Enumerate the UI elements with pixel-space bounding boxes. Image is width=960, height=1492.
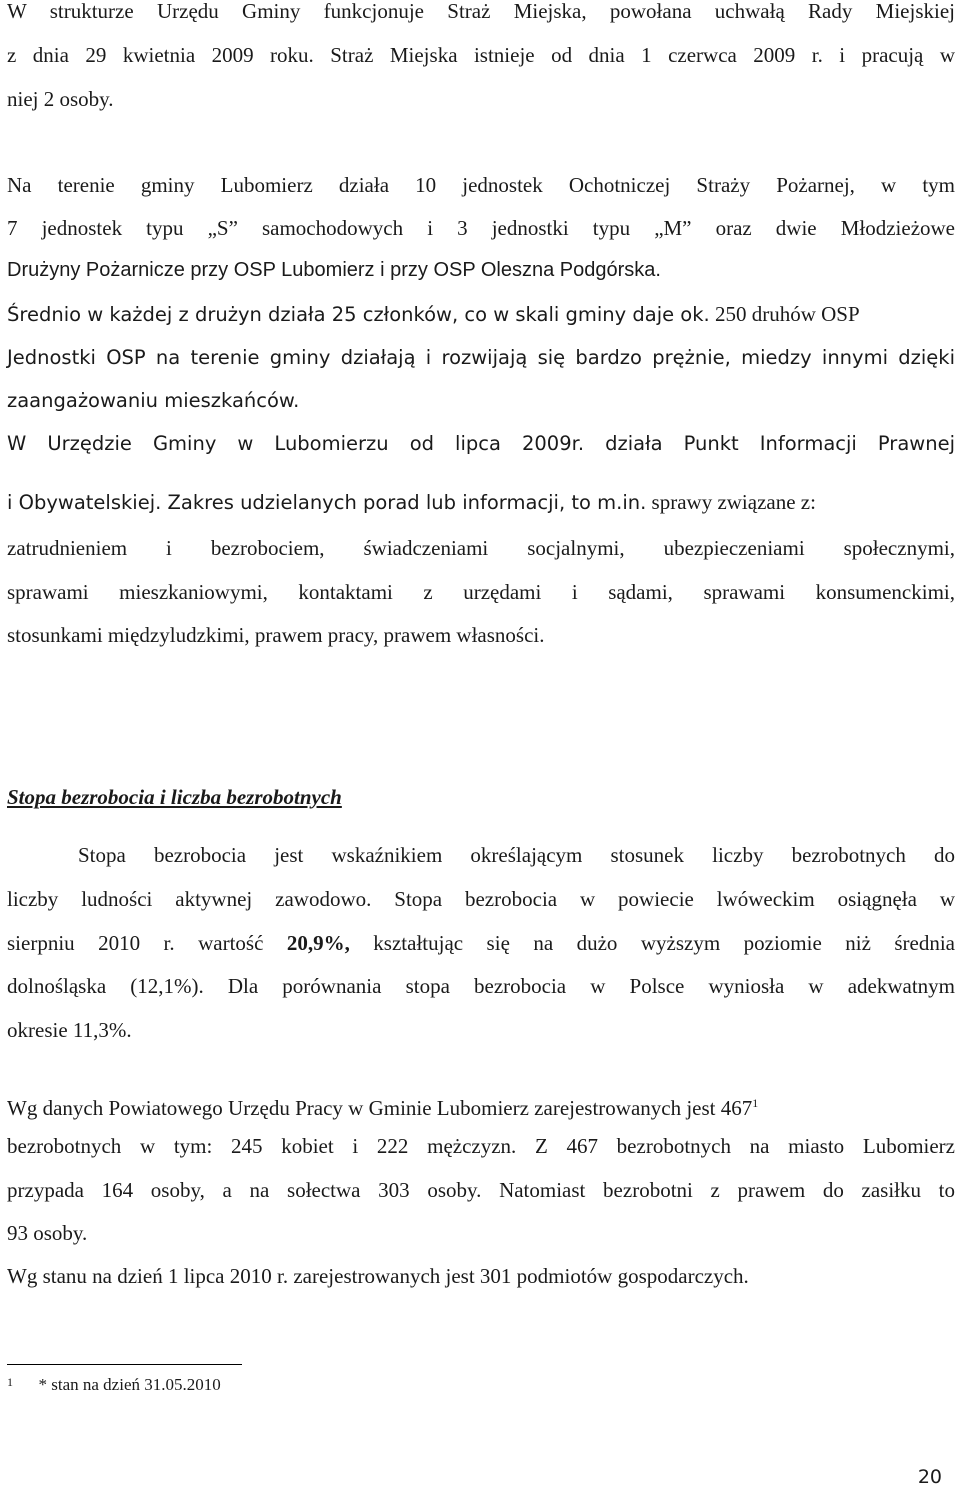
text-line: okresie 11,3%. [7, 1018, 132, 1042]
text-span: kształtując się na dużo wyższym poziomie niż średnia [349, 931, 955, 955]
text-span: 250 druhów OSP [709, 302, 860, 326]
text-line: bezrobotnych w tym: 245 kobiet i 222 mężczyzn. Z 467 bezrobotnych na miasto Lubomierz [7, 1134, 955, 1158]
page-number: 20 [917, 1466, 942, 1488]
text-line: sprawami mieszkaniowymi, kontaktami z urzędami i sądami, sprawami konsumenckimi, [7, 580, 955, 604]
text-line: Na terenie gminy Lubomierz działa 10 jednostek Ochotniczej Straży Pożarnej, w tym [7, 173, 955, 197]
text-line: Wg stanu na dzień 1 lipca 2010 r. zarejestrowanych jest 301 podmiotów gospodarczych. [7, 1264, 749, 1288]
text-line: 7 jednostek typu „S” samochodowych i 3 jednostki typu „M” oraz dwie Młodzieżowe [7, 216, 955, 240]
text-line: Jednostki OSP na terenie gminy działają i rozwijają się bardzo prężnie, miedzy innymi dzięki [7, 346, 955, 369]
section-heading: Stopa bezrobocia i liczba bezrobotnych [7, 785, 342, 809]
text-span: Średnio w każdej z drużyn działa 25 członków, co w skali gminy daje ok. [7, 303, 710, 326]
text-line: 93 osoby. [7, 1221, 88, 1245]
text-line: zaangażowaniu mieszkańców. [7, 389, 300, 412]
text-line: zatrudnieniem i bezrobociem, świadczeniami socjalnymi, ubezpieczeniami społecznymi, [7, 536, 955, 560]
text-span: Wg danych Powiatowego Urzędu Pracy w Gminie Lubomierz zarejestrowanych jest 467 [7, 1096, 753, 1120]
highlight-value: 20,9%, [286, 931, 350, 955]
footnote-text: * stan na dzień 31.05.2010 [38, 1375, 221, 1394]
text-line: niej 2 osoby. [7, 87, 114, 111]
text-line: przypada 164 osoby, a na sołectwa 303 osoby. Natomiast bezrobotni z prawem do zasiłku to [7, 1178, 955, 1202]
text-line [7, 301, 955, 328]
text-line [7, 1090, 955, 1121]
text-line: W strukturze Urzędu Gminy funkcjonuje Straż Miejska, powołana uchwałą Rady Miejskiej [7, 0, 955, 23]
text-line: stosunkami międzyludzkimi, prawem pracy, prawem własności. [7, 623, 545, 647]
footnote-reference: 1 [752, 1096, 759, 1110]
text-line [7, 489, 955, 516]
text-line: dolnośląska (12,1%). Dla porównania stopa bezrobocia w Polsce wyniosła w adekwatnym [7, 974, 955, 998]
text-line: liczby ludności aktywnej zawodowo. Stopa bezrobocia w powiecie lwóweckim osiągnęła w [7, 887, 955, 911]
text-line [7, 930, 955, 956]
text-span: sierpniu 2010 r. wartość [7, 931, 287, 955]
footnote-mark: 1 [7, 1375, 13, 1389]
text-line: Stopa bezrobocia jest wskaźnikiem określającym stosunek liczby bezrobotnych do [78, 843, 955, 867]
footnote-divider [7, 1364, 242, 1365]
text-span: i Obywatelskiej. Zakres udzielanych porad lub informacji, to m.in. [7, 491, 647, 514]
text-span: sprawy związane z: [646, 490, 816, 514]
text-line: z dnia 29 kwietnia 2009 roku. Straż Miejska istnieje od dnia 1 czerwca 2009 r. i pracują w [7, 43, 955, 67]
text-line: Drużyny Pożarnicze przy OSP Lubomierz i przy OSP Oleszna Podgórska. [7, 259, 661, 281]
footnote [7, 1374, 221, 1396]
text-line: W Urzędzie Gminy w Lubomierzu od lipca 2009r. działa Punkt Informacji Prawnej [7, 432, 955, 455]
